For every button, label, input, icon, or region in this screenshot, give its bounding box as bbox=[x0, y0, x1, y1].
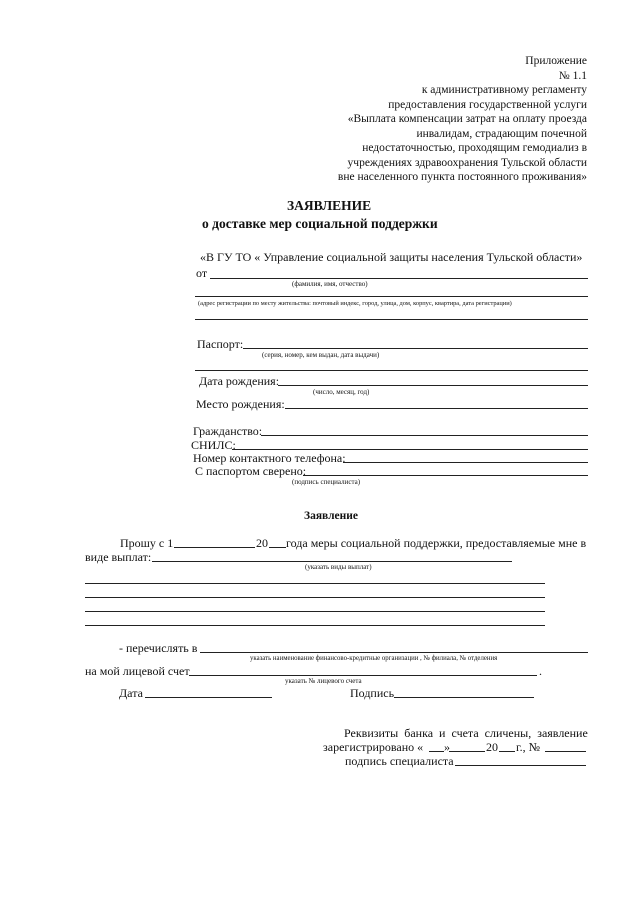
specialist-signature-field[interactable] bbox=[455, 765, 586, 766]
reg-day-field[interactable] bbox=[429, 751, 444, 752]
passport-field-2[interactable] bbox=[195, 370, 588, 371]
birthdate-label: Дата рождения: bbox=[199, 374, 280, 388]
reg-number-field[interactable] bbox=[545, 751, 586, 752]
payment-types-field[interactable] bbox=[152, 561, 512, 562]
hint-passport: (серия, номер, кем выдан, дата выдачи) bbox=[262, 351, 380, 359]
fio-field[interactable] bbox=[210, 278, 588, 279]
date-label: Дата bbox=[119, 686, 143, 700]
bank-org-field[interactable] bbox=[200, 652, 588, 653]
request-date-field[interactable] bbox=[174, 547, 255, 548]
transfer-label: - перечислять в bbox=[119, 641, 198, 655]
bank-line-2b: » bbox=[444, 740, 450, 754]
recipient: «В ГУ ТО « Управление социальной защиты населения Тульской области» bbox=[200, 250, 583, 264]
request-year-prefix: 20 bbox=[256, 536, 268, 550]
appendix-line: предоставления государственной услуги bbox=[388, 98, 587, 111]
birthplace-label: Место рождения: bbox=[196, 397, 285, 411]
account-end: . bbox=[539, 664, 542, 678]
hint-specialist-sign: (подпись специалиста) bbox=[292, 478, 361, 486]
reg-year-field[interactable] bbox=[499, 751, 515, 752]
page-subtitle: о доставке мер социальной поддержки bbox=[202, 216, 438, 231]
address-field[interactable] bbox=[195, 296, 588, 297]
appendix-line: учреждениях здравоохранения Тульской области bbox=[347, 156, 587, 169]
account-field[interactable] bbox=[189, 675, 537, 676]
appendix-line: № 1.1 bbox=[558, 69, 587, 82]
signature-field[interactable] bbox=[394, 697, 534, 698]
date-field[interactable] bbox=[145, 697, 272, 698]
payment-types-field-4[interactable] bbox=[85, 611, 545, 612]
bank-line-2a: зарегистрировано « bbox=[323, 740, 424, 754]
request-text-3: виде выплат: bbox=[85, 550, 152, 564]
citizenship-field[interactable] bbox=[261, 435, 588, 436]
appendix-line: вне населенного пункта постоянного проживания» bbox=[337, 171, 587, 183]
phone-label: Номер контактного телефона: bbox=[193, 451, 346, 465]
payment-types-field-2[interactable] bbox=[85, 583, 545, 584]
section-title: Заявление bbox=[304, 510, 359, 522]
hint-fio: (фамилия, имя, отчество) bbox=[292, 280, 368, 288]
payment-types-field-3[interactable] bbox=[85, 597, 545, 598]
phone-field[interactable] bbox=[343, 462, 588, 463]
appendix-line: Приложение bbox=[525, 55, 587, 67]
bank-line-2d: г., № bbox=[516, 740, 541, 754]
account-label: на мой лицевой счет bbox=[85, 664, 190, 678]
request-text-2: года меры социальной поддержки, предоставляемые мне в bbox=[286, 536, 587, 550]
snils-label: СНИЛС: bbox=[191, 438, 236, 452]
appendix-block bbox=[257, 54, 587, 185]
appendix-line: к административному регламенту bbox=[421, 84, 587, 96]
address-field-2[interactable] bbox=[195, 319, 588, 320]
appendix-line: недостаточностью, проходящим гемодиализ в bbox=[362, 142, 587, 154]
request-year-field[interactable] bbox=[269, 547, 286, 548]
hint-payment-types: (указать виды выплат) bbox=[305, 563, 372, 571]
appendix-line: «Выплата компенсации затрат на оплату проезда bbox=[347, 113, 587, 125]
hint-account: указать № лицевого счета bbox=[285, 677, 362, 685]
appendix-line: инвалидам, страдающим почечной bbox=[416, 127, 587, 140]
passport-field[interactable] bbox=[243, 348, 588, 349]
birthplace-field[interactable] bbox=[285, 408, 588, 409]
signature-label: Подпись bbox=[350, 686, 395, 700]
reg-month-field[interactable] bbox=[449, 751, 485, 752]
bank-line-2c: 20 bbox=[486, 740, 498, 754]
checked-label: С паспортом сверено: bbox=[195, 464, 307, 478]
passport-label: Паспорт: bbox=[197, 337, 244, 351]
payment-types-field-5[interactable] bbox=[85, 625, 545, 626]
hint-birthdate: (число, месяц, год) bbox=[313, 388, 370, 396]
hint-address: (адрес регистрации по месту жительства: почтовый индекс, город, улица, дом, корпус, квартира, дата регистрации) bbox=[198, 300, 512, 307]
checked-signature-field[interactable] bbox=[303, 475, 588, 476]
request-text-1: Прошу с 1 bbox=[120, 536, 174, 550]
birthdate-field[interactable] bbox=[278, 385, 588, 386]
from-label: от bbox=[196, 266, 208, 280]
citizenship-label: Гражданство: bbox=[193, 424, 263, 438]
page-title: ЗАЯВЛЕНИЕ bbox=[287, 198, 372, 213]
snils-field[interactable] bbox=[232, 449, 588, 450]
bank-line-3: подпись специалиста bbox=[345, 754, 454, 768]
bank-line-1: Реквизиты банка и счета сличены, заявление bbox=[344, 726, 588, 740]
hint-bank-org: указать наименование финансово-кредитные организации , № филиала, № отделения bbox=[250, 655, 498, 662]
